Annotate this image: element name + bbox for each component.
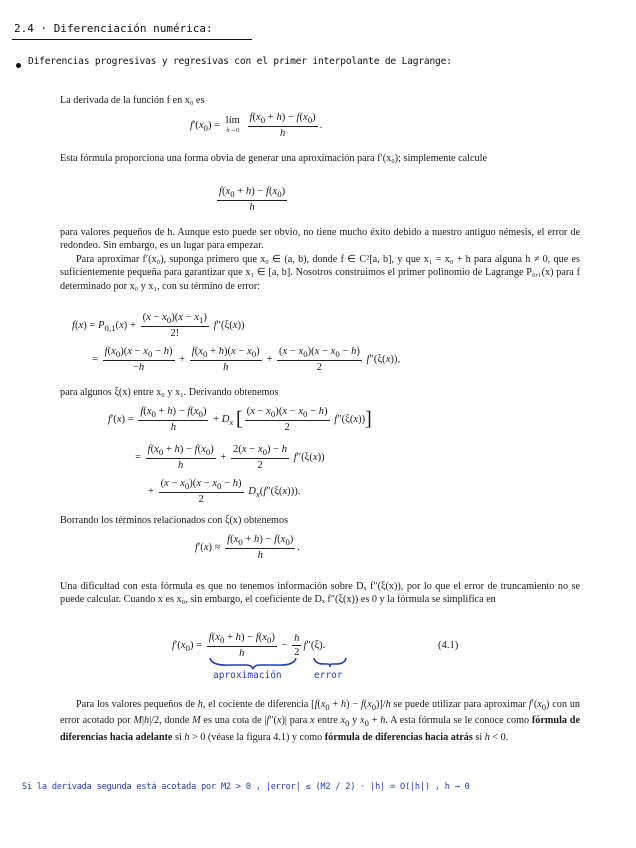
bullet-heading: Diferencias progresivas y regresivas con el primer interpolante de Lagrange: (28, 56, 452, 67)
lagrange-expansion-equation-line2: = $\frac{f(x_0)(x - x_0 - h)}{-h}$ + $\frac{f(x_0 + h)(x - x_0)}{h}$ + $\frac{(x - x_0)(x - x_0 - h)}{2}$ f″(ξ(x)), (92, 346, 401, 374)
label-aproximacion: aproximación (213, 670, 282, 681)
forward-difference-formula: $f'(x_0)$ = $\frac{f(x_0 + h) - f(x_0)}{h}$ − $\frac{h}{2}$ f″(ξ). (172, 632, 326, 660)
derivative-equation-line1: f′(x) = $\frac{f(x_0 + h) - f(x_0)}{h}$ + $D_x$ [ $\frac{(x - x_0)(x - x_0 - h)}{2}$ f″(ξ(x))] (108, 406, 372, 434)
intro-text: La derivada de la función f en x₀ es (60, 95, 205, 106)
error-brace (312, 656, 348, 668)
paragraph-borrando: Borrando los términos relacionados con ξ(x) obtenemos (60, 515, 289, 526)
paragraph-approximation: Para aproximar f′(x₀), suponga primero que x₀ ∈ (a, b), donde f ∈ C²[a, b], y que x₁ = x₀ + h para alguna h ≠ 0, que es suficientemente pequeña para garantizar que x₁ ∈ [a, b]. Nosotros construimos el primer polinomio de Lagrange P₀,₁(x) para f determinado por x₀ y x₁, con su término de error: (60, 254, 580, 292)
handwritten-footnote: Si la derivada segunda está acotada por M2 > 0 , |error| ≤ (M2 / 2) · |h| = O(|h|) , h → 0 (22, 782, 470, 792)
equation-number: (4.1) (438, 640, 459, 651)
aproximacion-brace (208, 656, 298, 670)
label-error: error (314, 670, 343, 681)
difference-quotient-equation: $\frac{f(x_0 + h) - f(x_0)}{h}$ (219, 186, 286, 214)
bullet-dot (16, 63, 21, 68)
paragraph-formula: Esta fórmula proporciona una forma obvia de generar una aproximación para f′(x₀); simplemente calcule (60, 153, 487, 164)
section-heading-underline (12, 39, 252, 40)
limit-definition-equation: $f'(x_0)$ = lím h→0 $\frac{f(x_0 + h) - f(x_0)}{h}$ . (190, 112, 323, 140)
paragraph-small-h: para valores pequeños de h. Aunque esto puede ser obvio, no tiene mucho éxito debido a nuestro antiguo némesis, el error de redondeo. Sin embargo, es un lugar para empezar. (60, 227, 580, 252)
derivative-equation-line2: = $\frac{f(x_0 + h) - f(x_0)}{h}$ + $\frac{2(x - x_0) - h}{2}$ f″(ξ(x)) (135, 444, 325, 472)
paragraph-final: Para los valores pequeños de h, el cociente de diferencia $[f(x_0 + h) - f(x_0)]/h$ se puede utilizar para aproximar $f'(x_0)$ con un error acotado por M|h|/2, donde M es una cota de |f″(x)| para x entre $x_0$ y $x_0 + h$. A esta fórmula se le conoce como fórmula de diferencias hacia adelante si h > 0 (véase la figura 4.1) y como fórmula de diferencias hacia atrás si h < 0. (60, 699, 581, 743)
lagrange-expansion-equation-line1: $f(x) = P_{0,1}(x)$ + $\frac{(x - x_0)(x - x_1)}{2!}$ f″(ξ(x)) (72, 312, 245, 340)
approximation-equation: f′(x) ≈ $\frac{f(x_0 + h) - f(x_0)}{h}$ . (195, 534, 300, 562)
section-heading: 2.4 · Diferenciación numérica: (14, 22, 213, 35)
derivative-equation-line3: + $\frac{(x - x_0)(x - x_0 - h)}{2}$ $D_x(f''(\xi(x)))$. (148, 478, 301, 506)
paragraph-dificultad: Una dificultad con esta fórmula es que no tenemos información sobre Dₓ f″(ξ(x)), por lo que el error de truncamiento no se puede calcular. Cuando x es x₀, sin embargo, el coeficiente de Dₓ f″(ξ(x)) es 0 y la fórmula se simplifica en (60, 581, 580, 606)
paragraph-derivando: para algunos ξ(x) entre x₀ y x₁. Derivando obtenemos (60, 387, 279, 398)
